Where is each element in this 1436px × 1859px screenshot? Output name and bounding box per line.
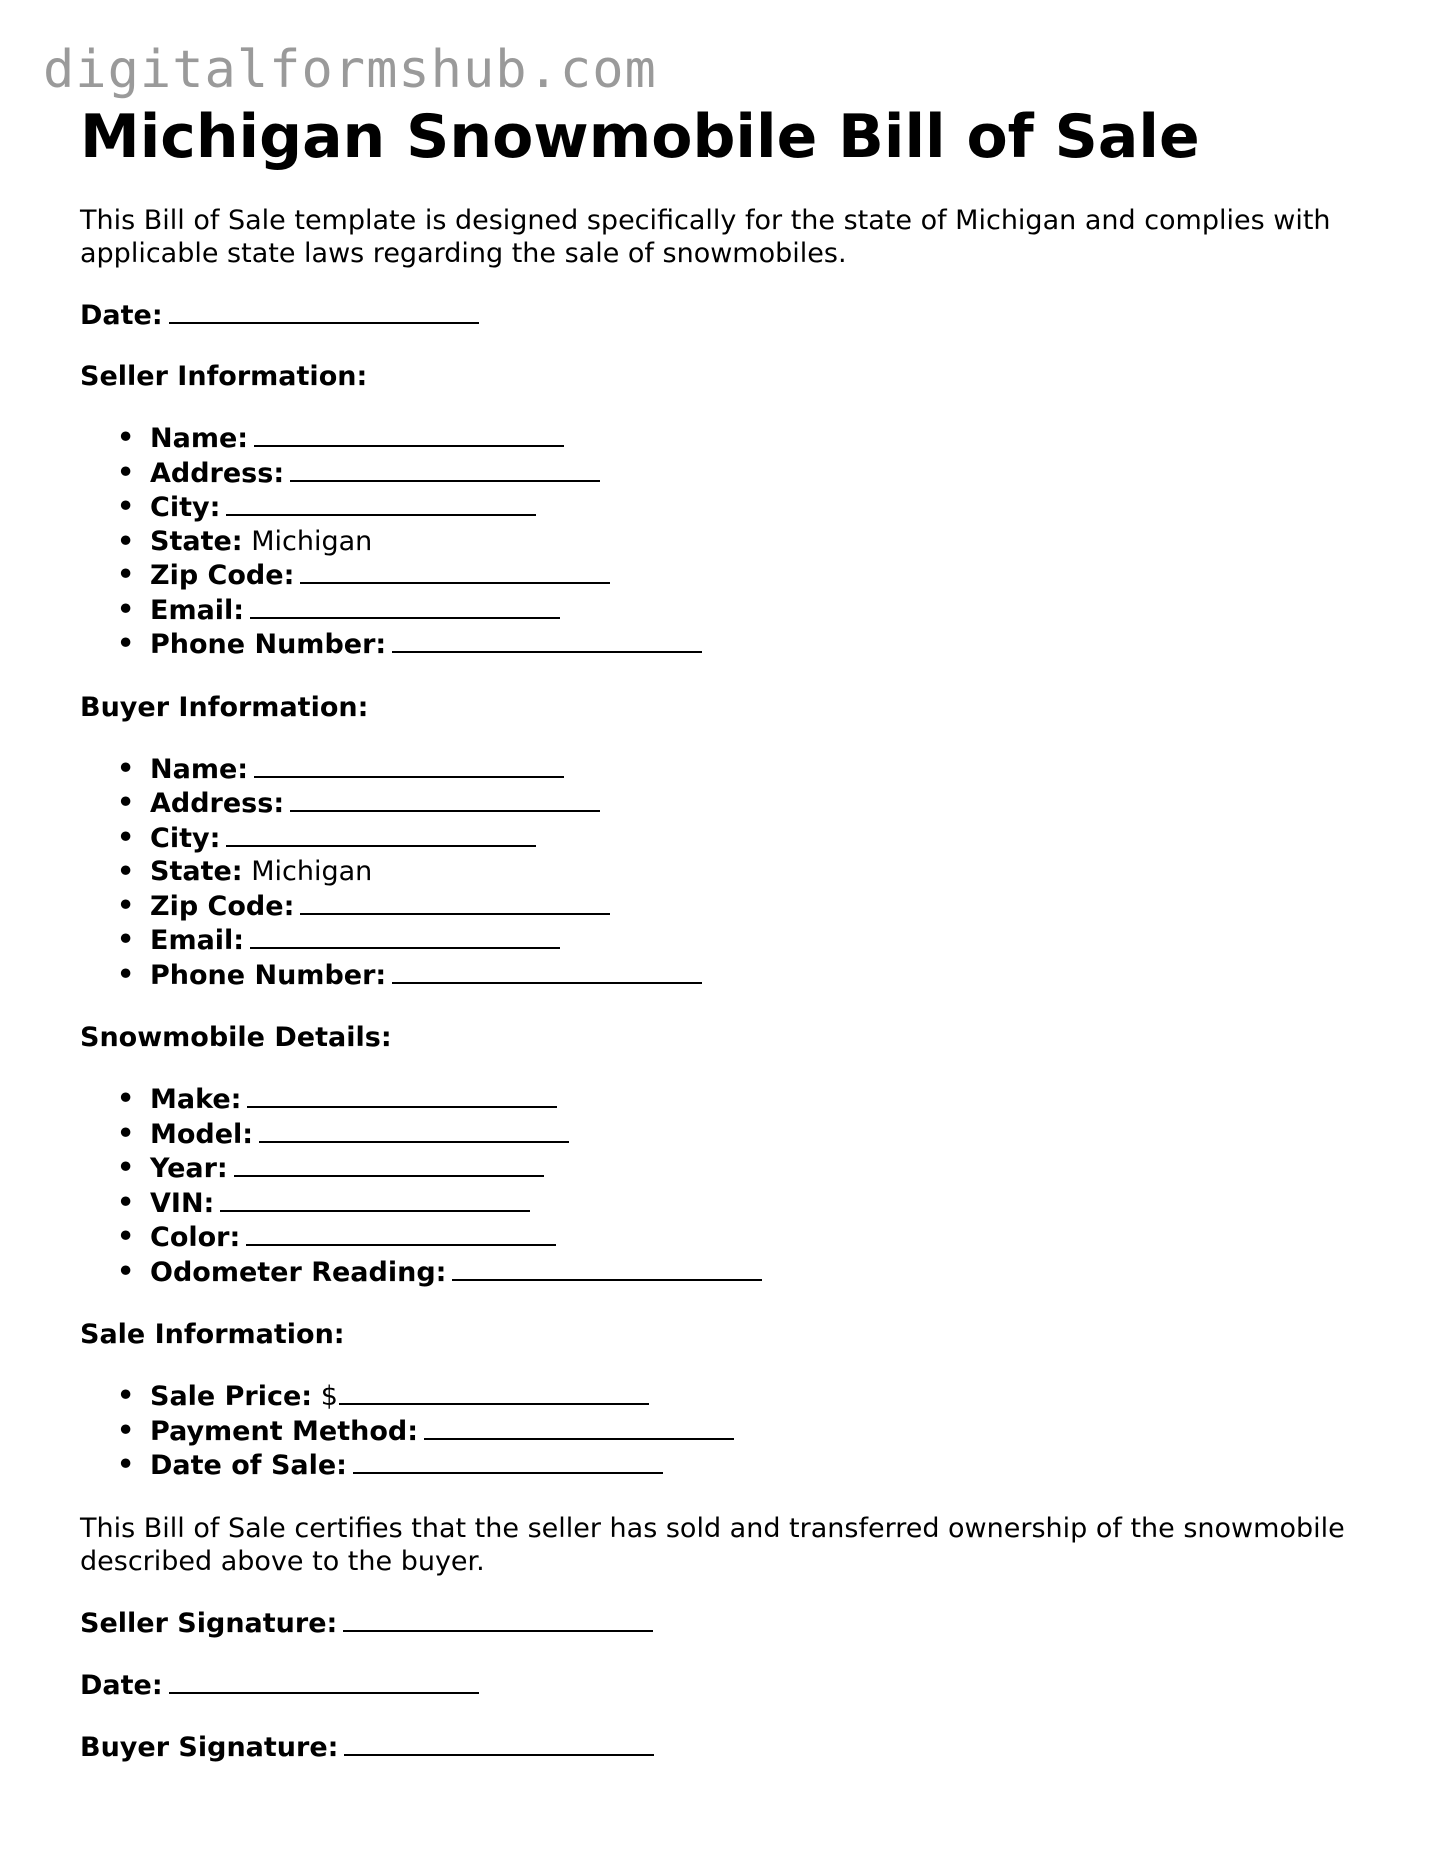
buyer-zip-blank[interactable]	[300, 889, 610, 915]
year-blank[interactable]	[234, 1151, 544, 1177]
seller-name-blank[interactable]	[254, 421, 564, 447]
seller-state-field: • State: Michigan	[117, 525, 373, 557]
buyer-name-blank[interactable]	[254, 752, 564, 778]
buyer-phone-field: • Phone Number:	[80, 958, 1360, 993]
make-field: • Make:	[80, 1082, 1360, 1117]
buyer-email-blank[interactable]	[250, 923, 560, 949]
document-body	[80, 98, 1360, 1764]
buyer-name-field: • Name:	[80, 752, 1360, 787]
buyer-state-field: • State: Michigan	[117, 856, 373, 887]
color-field: • Color:	[80, 1220, 1360, 1255]
odometer-blank[interactable]	[452, 1255, 762, 1281]
date-label: Date:	[80, 300, 163, 331]
model-blank[interactable]	[259, 1117, 569, 1143]
date-field	[80, 298, 1360, 332]
sale-fields	[80, 1379, 1360, 1483]
seller-signature-field: Seller Signature:	[80, 1606, 1360, 1640]
buyer-signature-blank[interactable]	[344, 1730, 654, 1756]
seller-phone-field: • Phone Number:	[80, 627, 1360, 662]
vin-blank[interactable]	[220, 1186, 530, 1212]
date-blank[interactable]	[169, 298, 479, 324]
buyer-signature-field: Buyer Signature:	[80, 1730, 1360, 1764]
payment-method-blank[interactable]	[424, 1414, 734, 1440]
signature-date-blank[interactable]	[169, 1668, 479, 1694]
seller-address-field: • Address:	[80, 456, 1360, 491]
seller-fields	[80, 421, 1360, 662]
seller-email-field: • Email:	[80, 593, 1360, 628]
model-field: • Model:	[80, 1117, 1360, 1152]
seller-state-value: Michigan	[251, 525, 373, 557]
date-of-sale-field: • Date of Sale:	[80, 1448, 1360, 1483]
certification-paragraph: This Bill of Sale certifies that the seller has sold and transferred ownership of the snowmobile described above to the buyer.	[80, 1512, 1345, 1577]
seller-city-field: • City:	[80, 490, 1360, 525]
sale-heading: Sale Information:	[80, 1319, 345, 1350]
seller-zip-blank[interactable]	[300, 558, 610, 584]
seller-email-blank[interactable]	[250, 593, 560, 619]
seller-phone-blank[interactable]	[392, 627, 702, 653]
seller-zip-field: • Zip Code:	[80, 558, 1360, 593]
buyer-city-field: • City:	[80, 821, 1360, 856]
buyer-address-blank[interactable]	[290, 786, 600, 812]
seller-heading: Seller Information:	[80, 361, 368, 392]
page-title: Michigan Snowmobile Bill of Sale	[80, 102, 1200, 172]
sale-price-blank[interactable]	[339, 1379, 649, 1405]
intro-paragraph: This Bill of Sale template is designed specifically for the state of Michigan and complies with applicable state laws regarding the sale of snowmobiles.	[80, 205, 1331, 269]
buyer-phone-blank[interactable]	[392, 958, 702, 984]
snowmobile-heading: Snowmobile Details:	[80, 1022, 392, 1053]
signature-date-field: Date:	[80, 1668, 1360, 1702]
buyer-zip-field: • Zip Code:	[80, 889, 1360, 924]
seller-signature-blank[interactable]	[343, 1606, 653, 1632]
make-blank[interactable]	[247, 1082, 557, 1108]
seller-name-field: • Name:	[80, 421, 1360, 456]
vin-field: • VIN:	[80, 1186, 1360, 1221]
seller-city-blank[interactable]	[226, 490, 536, 516]
buyer-address-field: • Address:	[80, 786, 1360, 821]
odometer-field: • Odometer Reading:	[80, 1255, 1360, 1290]
buyer-state-value: Michigan	[251, 856, 373, 887]
year-field: • Year:	[80, 1151, 1360, 1186]
color-blank[interactable]	[246, 1220, 556, 1246]
watermark: digitalformshub.com	[43, 40, 657, 100]
currency-symbol: $	[320, 1381, 338, 1412]
date-of-sale-blank[interactable]	[353, 1448, 663, 1474]
buyer-city-blank[interactable]	[226, 821, 536, 847]
sale-price-field: • Sale Price: $	[80, 1379, 1360, 1414]
buyer-fields	[80, 752, 1360, 993]
buyer-heading: Buyer Information:	[80, 691, 369, 723]
payment-method-field: • Payment Method:	[80, 1414, 1360, 1449]
snowmobile-fields	[80, 1082, 1360, 1289]
buyer-email-field: • Email:	[80, 923, 1360, 958]
seller-address-blank[interactable]	[290, 456, 600, 482]
